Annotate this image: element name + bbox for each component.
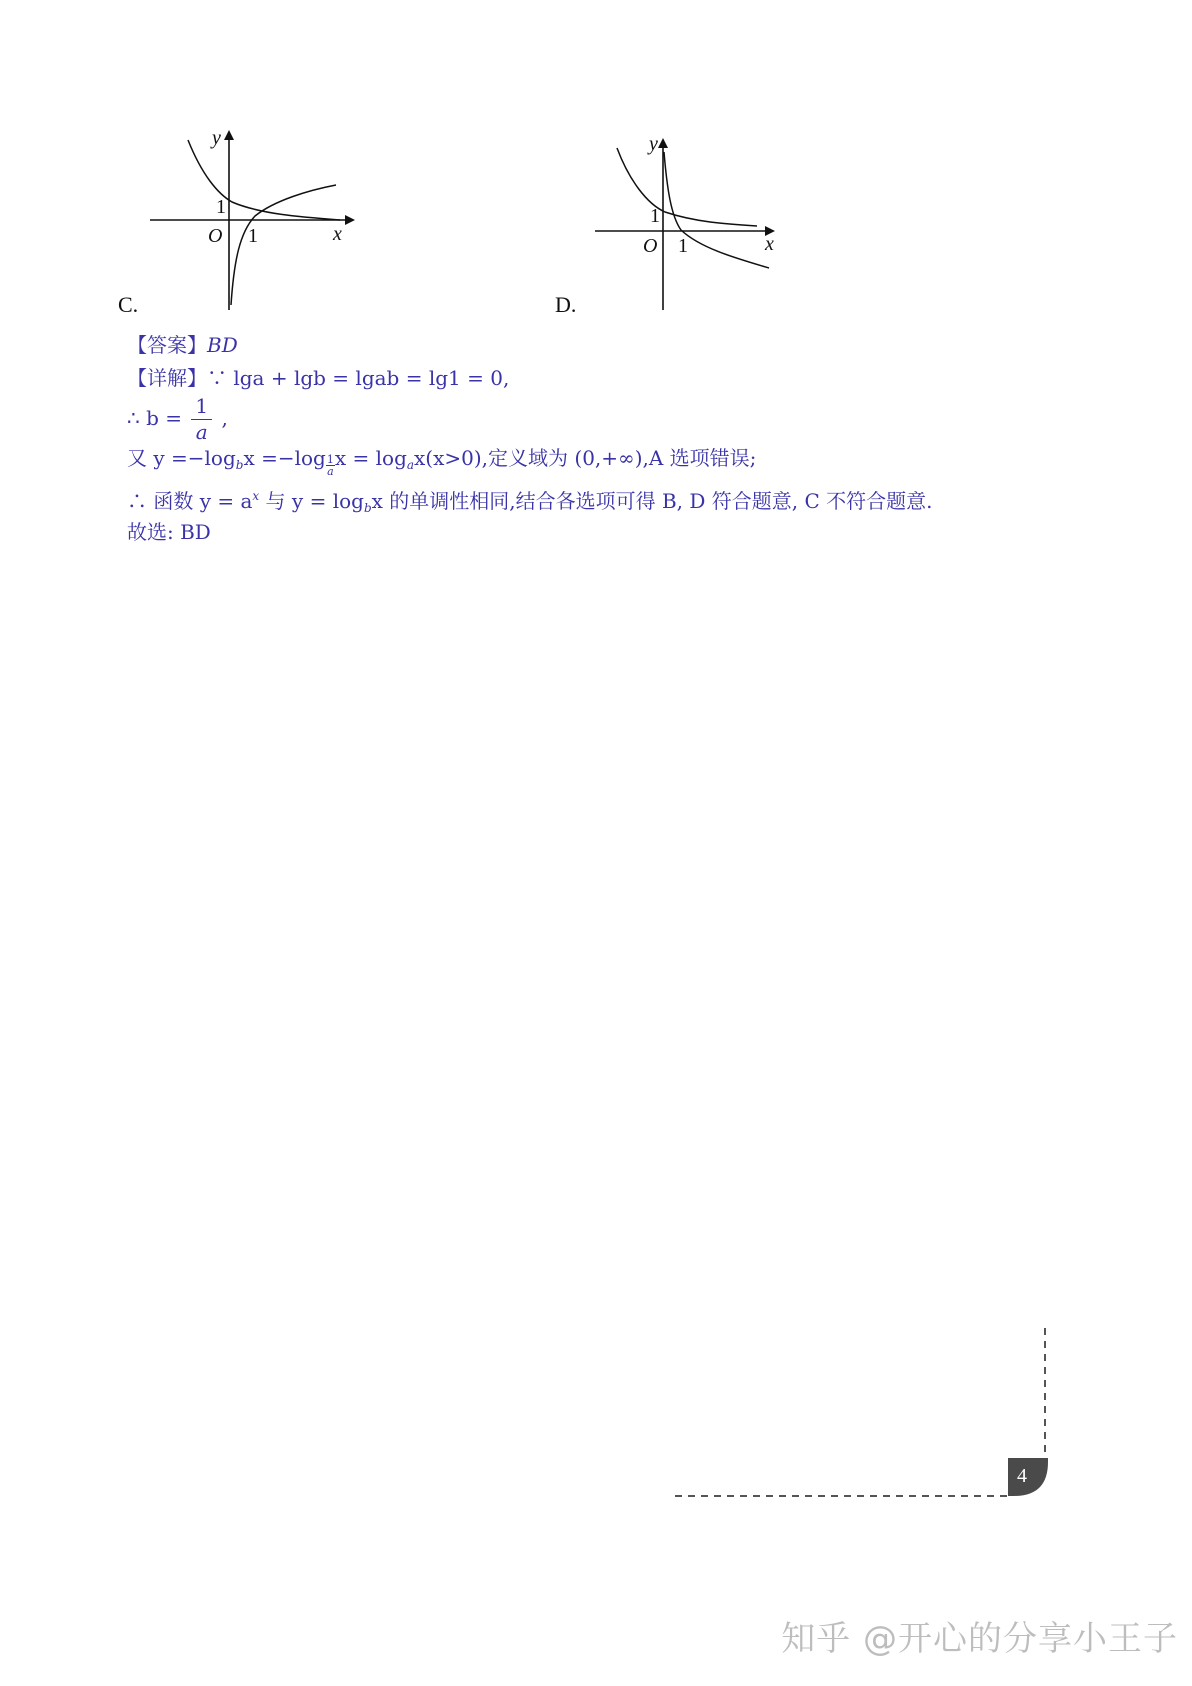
fraction-one-over-a [191, 396, 212, 443]
graph-c-one-x: 1 [248, 225, 258, 247]
graph-d [585, 128, 805, 328]
graph-d-origin-label: O [643, 235, 658, 257]
page-number: 4 [1017, 1465, 1027, 1487]
graph-c-y-label: y [212, 127, 221, 149]
line2-prefix: ∴ b = [127, 406, 182, 430]
line4-part-b: 与 y = log [259, 489, 364, 513]
graph-d-y-arrow [658, 138, 668, 148]
graph-d-x-label: x [765, 233, 774, 255]
answer-value: BD [207, 333, 238, 357]
line4-part-a: ∴ 函数 y = a [127, 489, 253, 513]
detail-line-2 [127, 396, 228, 443]
fraction-denominator: a [195, 420, 208, 444]
line3-part-d: x = log [334, 446, 407, 470]
option-d-label: D. [555, 292, 577, 317]
detail-line-1 [127, 368, 509, 388]
line4-part-c: x 的单调性相同,结合各选项可得 B, D 符合题意, C 不符合题意. [371, 489, 933, 513]
line3-sub-a: a [406, 458, 415, 472]
graph-c-x-label: x [333, 223, 342, 245]
graph-c [140, 120, 360, 320]
detail-line-5: 故选: BD [127, 520, 211, 544]
fraction-numerator: 1 [191, 396, 212, 420]
answer-tag: 【答案】 [127, 333, 207, 357]
page-corner [670, 1320, 1070, 1510]
answer-line [127, 335, 238, 355]
line3-part-c: x =−log [243, 446, 326, 470]
page-corner-svg [670, 1320, 1070, 1510]
graph-c-y-arrow [224, 130, 234, 140]
graph-c-origin-label: O [208, 225, 223, 247]
detail-line-4 [127, 490, 933, 514]
line3-part-a: 又 y =−log [127, 446, 236, 470]
graph-d-y-label: y [649, 133, 658, 155]
line3-subfrac-den: a [327, 465, 334, 478]
line3-part-f: x(x>0),定义域为 (0,+∞),A 选项错误; [414, 446, 757, 470]
graph-d-svg [585, 128, 805, 328]
watermark: 知乎 @开心的分享小王子 [781, 1619, 1178, 1659]
line3-sub-b: b [235, 458, 244, 472]
detail-line-3 [127, 448, 756, 477]
graph-c-svg [140, 120, 360, 320]
graph-c-one-y: 1 [216, 196, 226, 218]
graph-d-one-y: 1 [650, 205, 660, 227]
graph-d-curve-exp [617, 148, 757, 226]
line4-sub-b: b [363, 501, 372, 515]
page-number-tab [1008, 1458, 1048, 1496]
graph-c-curve-log [231, 185, 336, 305]
option-c-label: C. [118, 292, 139, 317]
graph-d-one-x: 1 [678, 235, 688, 257]
graph-c-x-arrow [345, 215, 355, 225]
line4-sup-x: x [252, 489, 260, 503]
detail-tag: 【详解】 [127, 366, 207, 390]
detail-line-1-math: ∵ lga + lgb = lgab = lg1 = 0, [207, 366, 510, 390]
line2-suffix: , [221, 406, 228, 430]
graph-c-curve-exp [188, 140, 340, 220]
line3-subscript-fraction [326, 454, 335, 477]
line3-subfrac-num: 1 [326, 453, 334, 466]
